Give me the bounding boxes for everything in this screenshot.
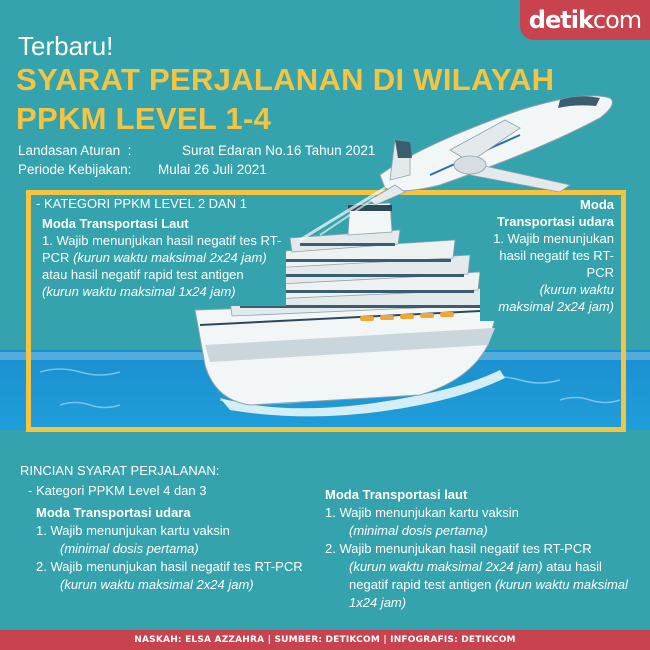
rincian-laut-panel <box>325 486 635 612</box>
rincian-laut-heading: Moda Transportasi laut <box>325 487 468 502</box>
level12-udara-item-1-note: (kurun waktu maksimal 2x24 jam) <box>498 282 614 314</box>
landasan-label: Landasan Aturan : <box>18 143 132 158</box>
rincian-udara-item-2: 2. Wajib menunjukan hasil negatif tes RT-PCR (kurun waktu maksimal 2x24 jam) <box>36 559 303 592</box>
logo-text-bold: detik <box>528 6 593 34</box>
level12-laut-panel <box>36 195 286 306</box>
credits-footer: NASKAH: ELSA AZZAHRA | SUMBER: DETIKCOM | INFOGRAFIS: DETIKCOM <box>0 630 650 650</box>
periode-value: Mulai 26 Juli 2021 <box>158 162 267 177</box>
title-line-1: SYARAT PERJALANAN DI WILAYAH <box>16 62 555 97</box>
rincian-udara-item-1: 1. Wajib menunjukan kartu vaksin (minimal dosis pertama) <box>36 523 230 556</box>
kicker-text: Terbaru! <box>18 31 114 61</box>
periode-label: Periode Kebijakan: <box>18 162 132 177</box>
rincian-section-title: RINCIAN SYARAT PERJALANAN: <box>20 463 220 478</box>
title-line-2: PPKM LEVEL 1-4 <box>16 101 272 136</box>
rincian-udara-panel <box>20 462 320 594</box>
level12-laut-heading: Moda Transportasi Laut <box>42 216 189 231</box>
level12-udara-heading-line-1: Moda <box>580 197 614 212</box>
logo-text-light: com <box>592 6 642 34</box>
rincian-category: - Kategori PPKM Level 4 dan 3 <box>28 483 207 498</box>
level12-udara-heading-line-2: Transportasi udara <box>496 214 614 229</box>
level12-category: - KATEGORI PPKM LEVEL 2 DAN 1 <box>36 196 247 211</box>
landasan-value: Surat Edaran No.16 Tahun 2021 <box>182 143 376 158</box>
level12-udara-panel <box>480 196 620 321</box>
rincian-laut-item-1: 1. Wajib menunjukan kartu vaksin (minimal dosis pertama) <box>325 505 519 538</box>
rincian-udara-heading: Moda Transportasi udara <box>36 505 191 520</box>
level12-udara-item-1: 1. Wajib menunjukan hasil negatif tes RT-PCR <box>493 231 614 280</box>
rincian-laut-item-2: 2. Wajib menunjukan hasil negatif tes RT-PCR (kurun waktu maksimal 2x24 jam) atau hasil negatif rapid test antigen (kurun waktu maksimal 1x24 jam) <box>325 541 628 610</box>
level12-laut-item-1: 1. Wajib menunjukan hasil negatif tes RT-PCR (kurun waktu maksimal 2x24 jam) atau hasil negatif rapid test antigen (kurun waktu maksimal 1x24 jam) <box>42 233 282 299</box>
